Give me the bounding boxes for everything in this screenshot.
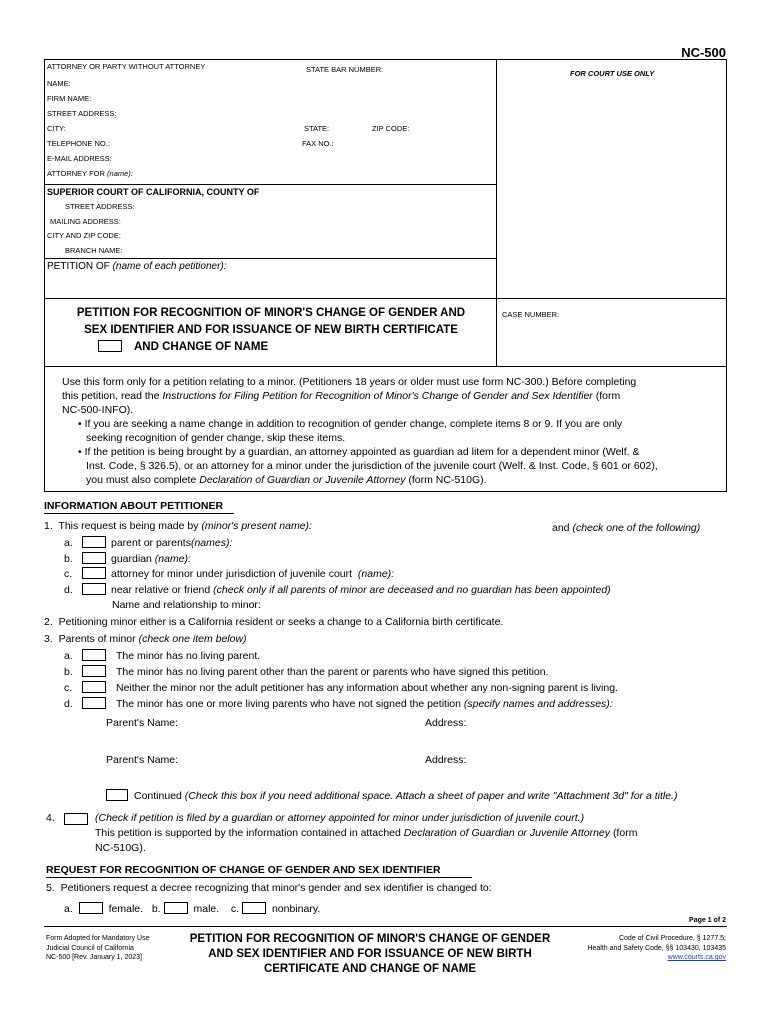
court-street-label: STREET ADDRESS: xyxy=(65,202,135,211)
footer-left: Form Adopted for Mandatory Use Judicial Council of California NC-500 [Rev. January 1, 2023] xyxy=(46,935,150,961)
item1b-checkbox[interactable] xyxy=(82,552,106,564)
parent2-name-label: Parent's Name: xyxy=(106,754,179,766)
fax-label: FAX NO.: xyxy=(302,139,334,148)
bar-number-label: STATE BAR NUMBER: xyxy=(306,65,384,74)
firm-label: FIRM NAME: xyxy=(47,94,92,103)
item1d-checkbox[interactable] xyxy=(82,583,106,595)
item1a: a. parent or parents(names): xyxy=(64,537,233,549)
footer-title: PETITION FOR RECOGNITION OF MINOR'S CHANGE OF GENDER AND SEX IDENTIFIER AND FOR ISSUANCE OF NEW BIRTH CERTIFICATE AND CHANGE OF NAME xyxy=(189,933,551,975)
petition-of-label: PETITION OF (name of each petitioner): xyxy=(47,261,227,272)
email-label: E-MAIL ADDRESS: xyxy=(47,154,112,163)
courts-link[interactable]: www.courts.ca.gov xyxy=(667,954,726,961)
item5a: a. female. xyxy=(64,903,144,915)
change-of-name-checkbox[interactable] xyxy=(98,340,122,352)
state-label: STATE: xyxy=(304,124,330,133)
case-number-label: CASE NUMBER: xyxy=(502,310,560,319)
item1d-sub: Name and relationship to minor: xyxy=(112,599,261,611)
form-id: NC-500 xyxy=(681,45,726,60)
attorney-label: ATTORNEY OR PARTY WITHOUT ATTORNEY xyxy=(47,62,206,71)
instructions-text: Use this form only for a petition relating to a minor. (Petitioners 18 years or older must use form NC-300.) Before completing this petition, read the Instructions for Filing Petition for Recognition of Minor's Change of Gender and Sex Identifier (form NC-500-INFO). • If you are seeking a name change in addition to recognition of gender change, complete items 8 or 9. If you are only seeking recognition of gender change, skip these items. • If the petition is being brought by a guardian, an attorney appointed as guardian ad litem for a dependent minor (Welf. & Inst. Code, § 326.5), or an attorney for a minor under the jurisdiction of the juvenile court (Welf. & Inst. Code, § 601 or 602), you must also complete Declaration of Guardian or Juvenile Attorney (form NC-510G). xyxy=(62,376,658,486)
item5-line: 5. Petitioners request a decree recognizing that minor's gender and sex identifier is changed to: xyxy=(46,882,492,894)
parent1-address-label: Address: xyxy=(425,717,467,729)
item1a-checkbox[interactable] xyxy=(82,536,106,548)
court-title: SUPERIOR COURT OF CALIFORNIA, COUNTY OF xyxy=(47,187,260,197)
item4-text: This petition is supported by the information contained in attached Declaration of Guardian or Juvenile Attorney (form xyxy=(95,827,638,839)
item4-num: 4. xyxy=(46,812,55,824)
city-label: CITY: xyxy=(47,124,66,133)
item3-line: 3. Parents of minor (check one item below) xyxy=(44,633,247,645)
form-title: PETITION FOR RECOGNITION OF MINOR'S CHANGE OF GENDER AND SEX IDENTIFIER AND FOR ISSUANCE OF NEW BIRTH CERTIFICATE xyxy=(76,307,466,336)
item5c-checkbox[interactable] xyxy=(242,902,266,914)
parent2-address-label: Address: xyxy=(425,754,467,766)
item1d: d. near relative or friend (check only if all parents of minor are deceased and no guardian has been appointed) xyxy=(64,584,611,596)
item3b: b. The minor has no living parent other than the parent or parents who have signed this petition. xyxy=(64,666,549,678)
court-city-label: CITY AND ZIP CODE: xyxy=(47,231,121,240)
footer-right: Code of Civil Procedure, § 1277.5; Health and Safety Code, §§ 103430, 103435 www.courts.ca.gov xyxy=(587,935,726,961)
court-use-label: FOR COURT USE ONLY xyxy=(570,69,655,78)
item4-checkbox-wrap xyxy=(64,812,88,830)
item3d-continued: Continued (Check this box if you need additional space. Attach a sheet of paper and write "Attachment 3d" for a title.) xyxy=(106,789,677,802)
change-of-name-option: AND CHANGE OF NAME xyxy=(98,340,268,353)
phone-label: TELEPHONE NO.: xyxy=(47,139,110,148)
item3c-checkbox[interactable] xyxy=(82,681,106,693)
item5a-checkbox[interactable] xyxy=(79,902,103,914)
attorney-for-label: ATTORNEY FOR (name): xyxy=(47,169,133,178)
item5c: c. nonbinary. xyxy=(230,903,321,915)
item5b: b. male. xyxy=(151,903,220,915)
parent1-name-label: Parent's Name: xyxy=(106,717,179,729)
continued-checkbox[interactable] xyxy=(106,789,128,801)
section-info-heading: INFORMATION ABOUT PETITIONER xyxy=(44,500,224,512)
zip-label: ZIP CODE: xyxy=(372,124,410,133)
item4-checkbox[interactable] xyxy=(64,813,88,825)
item2-line: 2. Petitioning minor either is a California resident or seeks a change to a California birth certificate. xyxy=(44,616,504,628)
name-label: NAME: xyxy=(47,79,71,88)
item3d-checkbox[interactable] xyxy=(82,697,106,709)
item1c-checkbox[interactable] xyxy=(82,567,106,579)
item1c: c. attorney for minor under jurisdiction of juvenile court (name): xyxy=(64,568,395,580)
court-branch-label: BRANCH NAME: xyxy=(65,246,123,255)
court-mailing-label: MAILING ADDRESS: xyxy=(50,217,121,226)
item1b: b. guardian (name): xyxy=(64,553,191,565)
item3a-checkbox[interactable] xyxy=(82,649,106,661)
item3b-checkbox[interactable] xyxy=(82,665,106,677)
street-label: STREET ADDRESS: xyxy=(47,109,117,118)
item5b-checkbox[interactable] xyxy=(164,902,188,914)
item3a: a. The minor has no living parent. xyxy=(64,650,261,662)
section-request-heading: REQUEST FOR RECOGNITION OF CHANGE OF GENDER AND SEX IDENTIFIER xyxy=(46,864,441,876)
item4-hint: (Check if petition is filed by a guardian or attorney appointed for minor under jurisdiction of juvenile court.) xyxy=(95,812,585,824)
item3c: c. Neither the minor nor the adult petitioner has any information about whether any non-signing parent is living. xyxy=(64,682,618,694)
item1-and: and (check one of the following) xyxy=(552,522,701,534)
item3d: d. The minor has one or more living parents who have not signed the petition (specify names and addresses): xyxy=(64,698,613,710)
item5-options xyxy=(64,902,320,915)
page-number: Page 1 of 2 xyxy=(689,917,726,924)
item1-line: 1. This request is being made by (minor's present name): xyxy=(44,520,312,532)
item4-text-b: NC-510G). xyxy=(95,842,146,854)
